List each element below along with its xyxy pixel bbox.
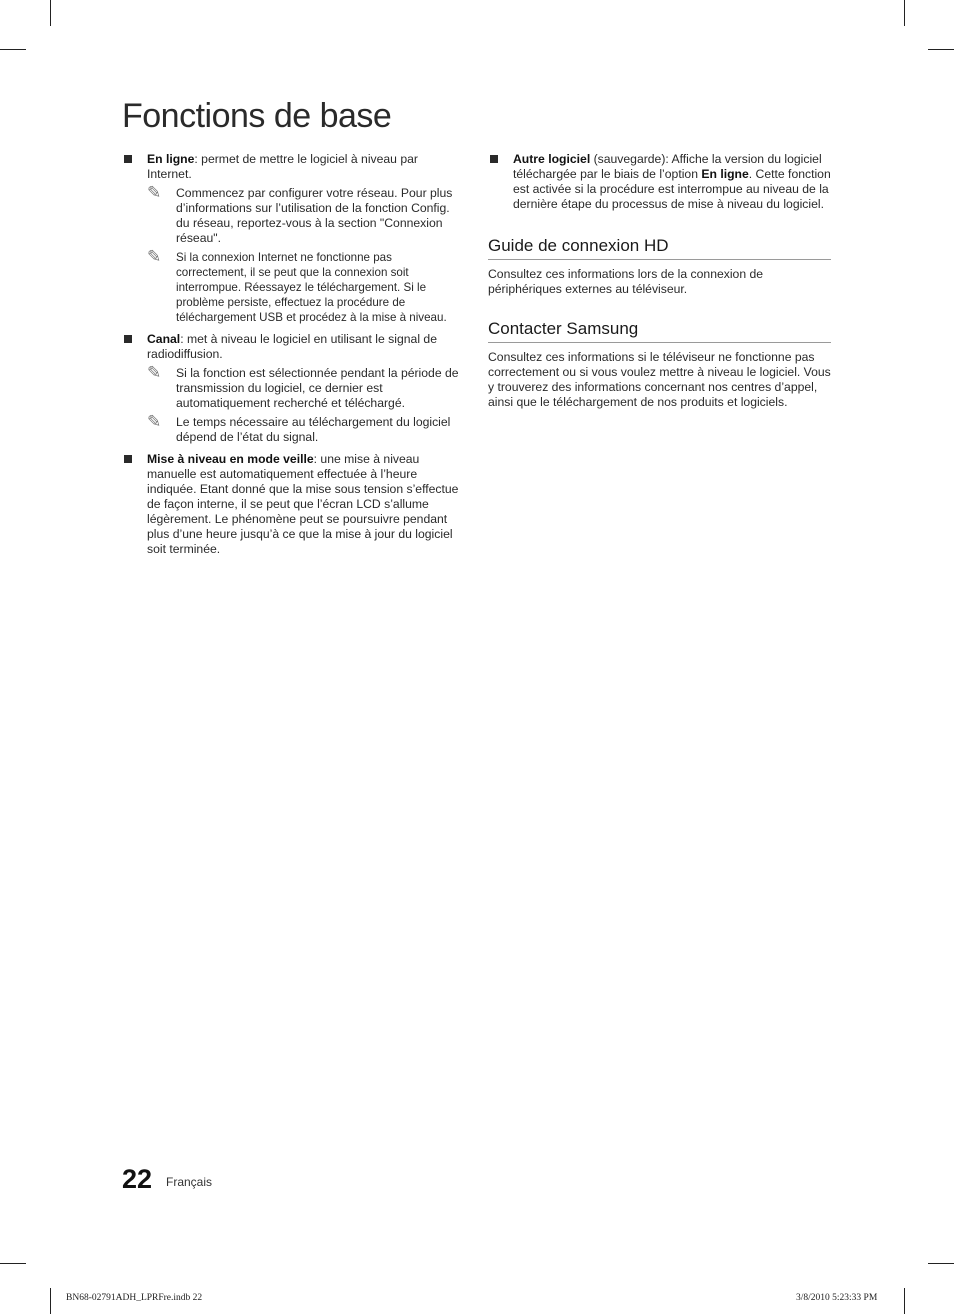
crop-mark	[904, 0, 905, 26]
note-pencil-icon: ✎	[147, 412, 162, 431]
section-body: Consultez ces informations si le téléviseur ne fonctionne pas correctement ou si vous voulez mettre à niveau le logiciel. Vous y trouverez des informations concernant nos centres d’appel, ainsi que le téléchargement de nos produits et logiciels.	[488, 350, 831, 409]
note-text: Le temps nécessaire au téléchargement du logiciel dépend de l’état du signal.	[176, 415, 451, 444]
crop-mark	[928, 49, 954, 50]
note	[147, 363, 460, 411]
section-contacter-samsung	[488, 319, 831, 410]
print-timestamp: 3/8/2010 5:23:33 PM	[796, 1293, 878, 1303]
item-description: : une mise à niveau manuelle est automatiquement effectuée à l’heure indiquée. Etant donné que la mise sous tension s’effectue de façon interne, il se peut que l’écran LCD s’allume légèrement. Le phénomène peut se poursuivre pendant plus d’une heure jusqu’à ce que la mise à jour du logiciel soit terminée.	[147, 452, 459, 556]
item-description: : met à niveau le logiciel en utilisant le signal de radiodiffusion.	[147, 332, 437, 361]
crop-mark	[50, 0, 51, 26]
bullet-canal	[122, 332, 460, 445]
note-pencil-icon: ✎	[147, 247, 162, 266]
page-language: Français	[166, 1175, 213, 1189]
crop-mark	[0, 1263, 26, 1264]
square-bullet-icon	[490, 155, 498, 163]
crop-mark	[0, 49, 26, 50]
item-description: : permet de mettre le logiciel à niveau par Internet.	[147, 152, 418, 181]
section-heading: Contacter Samsung	[488, 319, 831, 343]
square-bullet-icon	[124, 455, 132, 463]
square-bullet-icon	[124, 155, 132, 163]
note	[147, 412, 460, 445]
right-column	[488, 152, 831, 410]
note	[147, 183, 460, 246]
item-label: Mise à niveau en mode veille	[147, 452, 314, 466]
inline-option-label: En ligne	[701, 167, 749, 181]
note-text: Si la fonction est sélectionnée pendant la période de transmission du logiciel, ce dernier est automatiquement recherché et téléchargé.	[176, 366, 459, 410]
note	[147, 247, 460, 325]
item-description-cont: . Cette fonction est activée si la procédure est interrompue au niveau de la dernière étape du processus de mise à niveau du logiciel.	[513, 167, 831, 211]
note-text: Si la connexion Internet ne fonctionne pas correctement, il se peut que la connexion soit interrompue. Réessayez le téléchargement. Si le problème persiste, effectuez la procédure de téléchargement USB et procédez à la mise à niveau.	[176, 251, 447, 324]
note-pencil-icon: ✎	[147, 363, 162, 382]
crop-mark	[928, 1263, 954, 1264]
crop-mark	[904, 1288, 905, 1314]
print-file-info: BN68-02791ADH_LPRFre.indb 22	[66, 1293, 203, 1303]
bullet-mise-a-niveau-veille	[122, 452, 460, 557]
item-label: Canal	[147, 332, 181, 346]
section-guide-connexion	[488, 236, 831, 297]
page-number: 22	[122, 1164, 153, 1194]
note-pencil-icon: ✎	[147, 183, 162, 202]
bullet-en-ligne	[122, 152, 460, 325]
bullet-autre-logiciel	[488, 152, 831, 212]
page-title: Fonctions de base	[122, 97, 392, 135]
section-body: Consultez ces informations lors de la connexion de périphériques externes au téléviseur.	[488, 267, 764, 296]
square-bullet-icon	[124, 335, 132, 343]
item-label: En ligne	[147, 152, 195, 166]
item-label: Autre logiciel	[513, 152, 591, 166]
section-heading: Guide de connexion HD	[488, 236, 831, 260]
item-description: (sauvegarde): Affiche la version du logiciel téléchargée par le biais de l’option	[513, 152, 822, 181]
crop-mark	[50, 1288, 51, 1314]
note-text: Commencez par configurer votre réseau. Pour plus d’informations sur l’utilisation de la fonction Config. du réseau, reportez-vous à la section "Connexion réseau".	[176, 186, 453, 245]
left-column	[122, 152, 460, 564]
